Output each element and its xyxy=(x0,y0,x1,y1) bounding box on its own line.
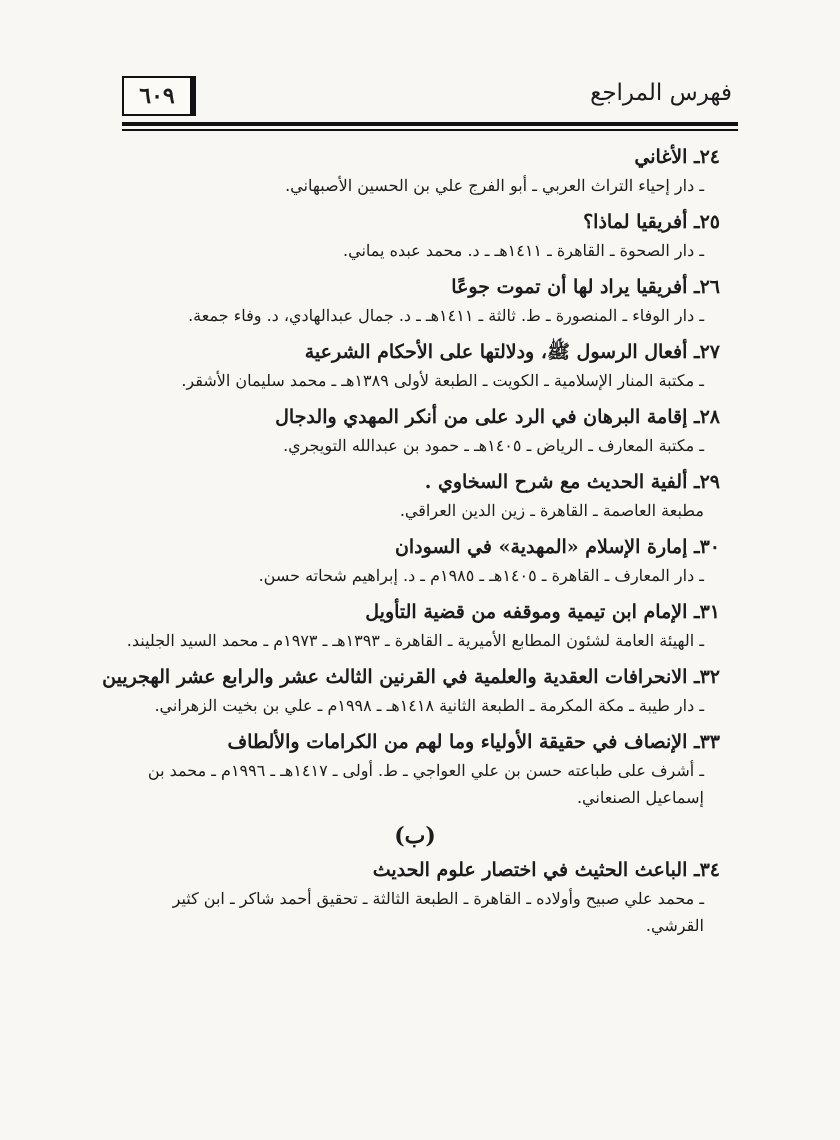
reference-title-line xyxy=(110,207,720,237)
reference-title: الباعث الحثيث في اختصار علوم الحديث xyxy=(372,859,688,881)
reference-title: ألفية الحديث مع شرح السخاوي . xyxy=(424,471,688,493)
reference-title: الأغاني xyxy=(634,146,688,168)
reference-entry xyxy=(110,402,720,459)
reference-title: الإنصاف في حقيقة الأولياء وما لهم من الكرامات والألطاف xyxy=(227,731,688,753)
reference-number: ٢٤ـ xyxy=(694,146,720,168)
running-header-title: فهرس المراجع xyxy=(590,80,732,106)
reference-entry xyxy=(110,532,720,589)
reference-title-line xyxy=(110,402,720,432)
reference-detail: ـ مكتبة المنار الإسلامية ـ الكويت ـ الطبعة لأولى ١٣٨٩هـ ـ محمد سليمان الأشقر. xyxy=(181,371,704,390)
reference-title-line xyxy=(110,467,720,497)
reference-number: ٣٤ـ xyxy=(694,859,720,881)
reference-detail: ـ محمد علي صبيح وأولاده ـ القاهرة ـ الطبعة الثالثة ـ تحقيق أحمد شاكر ـ ابن كثير القرشي. xyxy=(172,889,704,935)
header-rule-thin xyxy=(122,129,738,131)
reference-entry xyxy=(110,272,720,329)
reference-title-line xyxy=(110,727,720,757)
reference-number: ٢٦ـ xyxy=(694,276,720,298)
reference-title: الانحرافات العقدية والعلمية في القرنين الثالث عشر والرابع عشر الهجريين xyxy=(102,666,688,688)
reference-entry xyxy=(110,207,720,264)
reference-entry xyxy=(110,337,720,394)
reference-title-line xyxy=(110,142,720,172)
reference-title-line xyxy=(110,532,720,562)
reference-detail: مطبعة العاصمة ـ القاهرة ـ زين الدين العراقي. xyxy=(399,501,704,520)
reference-number: ٢٥ـ xyxy=(694,211,720,233)
reference-entry xyxy=(110,142,720,199)
reference-detail: ـ أشرف على طباعته حسن بن علي العواجي ـ ط. أولى ـ ١٤١٧هـ ـ ١٩٩٦م ـ محمد بن إسماعيل الصنعاني. xyxy=(147,761,704,807)
reference-title-line xyxy=(110,272,720,302)
reference-detail: ـ دار المعارف ـ القاهرة ـ ١٤٠٥هـ ـ ١٩٨٥م ـ د. إبراهيم شحاته حسن. xyxy=(258,566,704,585)
reference-title-line xyxy=(110,855,720,885)
reference-title-line xyxy=(102,662,720,692)
header-rule-thick xyxy=(122,122,738,126)
reference-number: ٢٨ـ xyxy=(694,406,720,428)
page-number: ٦٠٩ xyxy=(122,76,196,116)
references-list xyxy=(102,142,720,947)
reference-number: ٣٣ـ xyxy=(694,731,720,753)
reference-detail: ـ الهيئة العامة لشئون المطابع الأميرية ـ القاهرة ـ ١٣٩٣هـ ـ ١٩٧٣م ـ محمد السيد الجليند. xyxy=(126,631,704,650)
reference-entry xyxy=(102,662,720,719)
page-header xyxy=(122,72,738,122)
reference-entry xyxy=(110,727,720,811)
reference-entry xyxy=(110,855,720,939)
reference-entry xyxy=(110,467,720,524)
reference-title: الإمام ابن تيمية وموقفه من قضية التأويل xyxy=(365,601,688,623)
reference-number: ٣٠ـ xyxy=(694,536,720,558)
reference-number: ٢٧ـ xyxy=(694,341,720,363)
reference-detail: ـ دار إحياء التراث العربي ـ أبو الفرج علي بن الحسين الأصبهاني. xyxy=(285,176,704,195)
reference-title: أفعال الرسول ﷺ، ودلالتها على الأحكام الشرعية xyxy=(304,341,688,363)
reference-number: ٣١ـ xyxy=(694,601,720,623)
reference-title-line xyxy=(110,337,720,367)
reference-entry xyxy=(110,597,720,654)
section-heading-b: (ب) xyxy=(394,823,436,849)
reference-number: ٣٢ـ xyxy=(694,666,720,688)
reference-title: أفريقيا يراد لها أن تموت جوعًا xyxy=(451,276,688,298)
reference-detail: ـ دار طيبة ـ مكة المكرمة ـ الطبعة الثانية ١٤١٨هـ ـ ١٩٩٨م ـ علي بن بخيت الزهراني. xyxy=(154,696,704,715)
reference-detail: ـ مكتبة المعارف ـ الرياض ـ ١٤٠٥هـ ـ حمود بن عبدالله التويجري. xyxy=(283,436,704,455)
reference-detail: ـ دار الوفاء ـ المنصورة ـ ط. ثالثة ـ ١٤١١هـ ـ د. جمال عبدالهادي، د. وفاء جمعة. xyxy=(188,306,704,325)
reference-title: أفريقيا لماذا؟ xyxy=(583,211,688,233)
reference-title-line xyxy=(110,597,720,627)
reference-detail: ـ دار الصحوة ـ القاهرة ـ ١٤١١هـ ـ د. محمد عبده يماني. xyxy=(343,241,704,260)
reference-title: إمارة الإسلام «المهدية» في السودان xyxy=(394,536,688,558)
reference-title: إقامة البرهان في الرد على من أنكر المهدي والدجال xyxy=(275,406,688,428)
reference-number: ٢٩ـ xyxy=(694,471,720,493)
